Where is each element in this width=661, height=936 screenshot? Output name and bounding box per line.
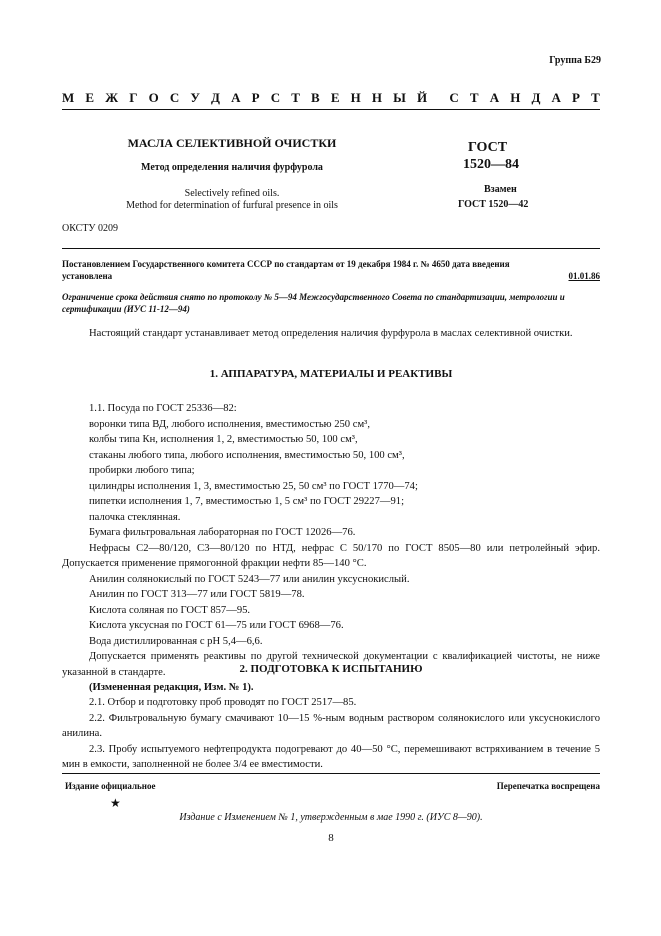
section-2-body	[62, 695, 600, 773]
section-1-line: колбы типа Кн, исполнения 1, 2, вместимостью 50, 100 см³,	[89, 434, 358, 445]
section-1-line: Анилин солянокислый по ГОСТ 5243—77 или анилин уксуснокислый.	[89, 573, 410, 585]
banner-letter: С	[449, 90, 459, 105]
header-rule	[62, 248, 600, 249]
banner-letter: Й	[417, 90, 428, 105]
banner-letter: Р	[572, 90, 580, 105]
section-1-line: Бумага фильтровальная лабораторная по ГОСТ 12026—76.	[89, 527, 356, 538]
banner-letter: В	[311, 90, 320, 105]
section-1-line: воронки типа ВД, любого исполнения, вместимостью 250 см³,	[89, 418, 370, 430]
limitation-note: Ограничение срока действия снято по протоколу № 5—94 Межгосударственного Совета по стандартизации, метрологии и сертификации (ИУС 11-12—94)	[62, 292, 565, 314]
intro-text: Настоящий стандарт устанавливает метод определения наличия фурфурола в маслах селективной очистки.	[89, 328, 573, 339]
section-1-line: Вода дистиллированная с рН 5,4—6,6.	[89, 635, 263, 647]
section-1-line: пробирки любого типа;	[89, 465, 195, 476]
banner-letter: А	[231, 90, 241, 105]
banner-letter: Д	[211, 90, 220, 105]
banner-letter: О	[148, 90, 159, 105]
paragraph-2-3: 2.3. Пробу испытуемого нефтепродукта подогревают до 40—50 °С, перемешивают встряхиванием в течение 5 мин в емкости, заполненной не более 3/4 ее вместимости.	[62, 743, 600, 770]
banner-letter: Т	[591, 90, 600, 105]
banner-letter: А	[551, 90, 561, 105]
section-1-line: палочка стеклянная.	[89, 511, 181, 523]
paragraph-2-1: 2.1. Отбор и подготовку проб проводят по ГОСТ 2517—85.	[89, 697, 357, 708]
allowed-paragraph: Допускается применять реактивы по другой технической документации с квалификацией чистоты, не ниже указанной в стандарте.	[62, 651, 600, 678]
document-subtitle: Метод определения наличия фурфурола	[141, 162, 323, 173]
star-icon: ★	[110, 796, 121, 810]
section-1-line: Кислота соляная по ГОСТ 857—95.	[89, 604, 251, 616]
section-1-line: Кислота уксусная по ГОСТ 61—75 или ГОСТ 6968—76.	[89, 620, 344, 631]
section-1-line: Анилин по ГОСТ 313—77 или ГОСТ 5819—78.	[89, 589, 305, 600]
edition-note: Издание с Изменением № 1, утвержденным в мае 1990 г. (ИУС 8—90).	[179, 812, 483, 823]
section-2-heading: 2. ПОДГОТОВКА К ИСПЫТАНИЮ	[239, 663, 423, 675]
banner-letter: Е	[85, 90, 95, 105]
reprint-prohibited-label: Перепечатка воспрещена	[496, 781, 600, 791]
banner-letter: Г	[129, 90, 138, 105]
document-title: МАСЛА СЕЛЕКТИВНОЙ ОЧИСТКИ	[127, 136, 337, 150]
official-edition-label: Издание официальное	[65, 781, 156, 791]
okstu-code: ОКСТУ 0209	[62, 223, 119, 234]
instead-value: ГОСТ 1520—42	[458, 199, 529, 210]
gost-number: 1520—84	[463, 157, 519, 172]
banner-letter: С	[169, 90, 180, 105]
standard-banner	[62, 90, 600, 106]
page-number: 8	[328, 832, 334, 844]
section-1-line: стаканы любого типа, любого исполнения, вместимостью 50, 100 см³,	[89, 449, 405, 461]
banner-letter: Т	[469, 90, 479, 105]
revision-note: (Измененная редакция, Изм. № 1).	[89, 682, 254, 693]
decree-line-1: Постановлением Государственного комитета СССР по стандартам от 19 декабря 1984 г. № 4650 дата введения	[62, 259, 510, 269]
section-1-line: 1.1. Посуда по ГОСТ 25336—82:	[89, 403, 237, 414]
english-title-1: Selectively refined oils.	[184, 188, 280, 199]
banner-letter: М	[62, 90, 75, 105]
banner-letter: Ы	[393, 90, 406, 105]
banner-letter: Ж	[105, 90, 119, 105]
instead-label: Взамен	[484, 184, 517, 195]
intro-paragraph	[62, 326, 600, 342]
paragraph-2-2: 2.2. Фильтровальную бумагу смачивают 10—15 %-ным водным раствором солянокислого или уксуснокислого анилина.	[62, 712, 600, 739]
banner-letter: Е	[330, 90, 340, 105]
english-title-2: Method for determination of furfural presence in oils	[126, 200, 338, 211]
banner-letter: У	[190, 90, 200, 105]
banner-letter: С	[270, 90, 281, 105]
banner-letter: Н	[371, 90, 382, 105]
decree-line-2: установлена	[62, 271, 113, 281]
gost-label: ГОСТ	[468, 140, 508, 155]
banner-letter: Н	[350, 90, 361, 105]
nefras-paragraph: Нефрасы С2—80/120, С3—80/120 по НТД, нефрас С 50/170 по ГОСТ 8505—80 или петролейный эфир. Допускается применение прямогонной фракции нефти 85—140 °С.	[62, 542, 600, 569]
banner-letter: Р	[251, 90, 260, 105]
banner-letter: Т	[291, 90, 300, 105]
effective-date: 01.01.86	[568, 271, 600, 281]
section-1-body	[62, 401, 600, 696]
footer-rule	[62, 773, 600, 774]
banner-letter: Н	[510, 90, 521, 105]
banner-rule	[62, 109, 600, 110]
section-1-heading: 1. АППАРАТУРА, МАТЕРИАЛЫ И РЕАКТИВЫ	[209, 368, 453, 380]
decree-text	[62, 258, 600, 282]
group-code: Группа Б29	[549, 55, 601, 66]
section-1-line: пипетки исполнения 1, 7, вместимостью 1, 5 см³ по ГОСТ 29227—91;	[89, 496, 405, 507]
banner-letter: А	[489, 90, 500, 105]
section-1-line: цилиндры исполнения 1, 3, вместимостью 25, 50 см³ по ГОСТ 1770—74;	[89, 480, 418, 492]
banner-letter: Д	[531, 90, 541, 105]
